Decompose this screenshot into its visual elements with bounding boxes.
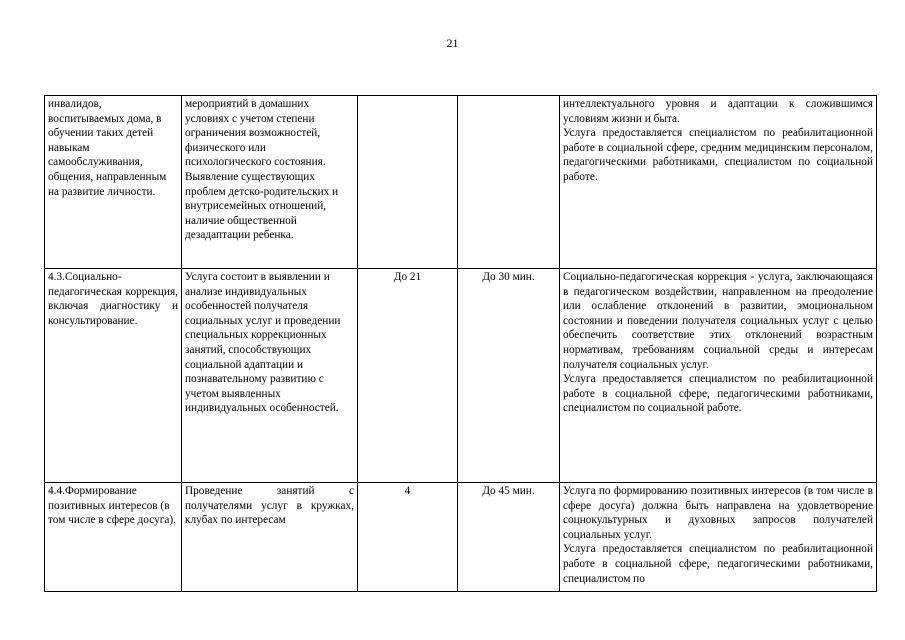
conditions-paragraph: Услуга по формированию позитивных интересов (в том числе в сфере досуга) должна быть направлена на удовлетворение соцнокультурных и духовных запросов получателей социальных услуг. — [563, 485, 873, 541]
service-duration-cell: До 45 мин. — [458, 483, 560, 592]
conditions-paragraph: Услуга предоставляется специалистом по реабилитационной работе в социальной сфере, педагогическими работниками, специалистом по — [563, 543, 873, 585]
service-duration-cell: До 30 мин. — [458, 269, 560, 483]
table-row — [45, 269, 877, 483]
service-volume-cell: 4 — [358, 483, 458, 592]
page-number: 21 — [446, 36, 459, 50]
conditions-paragraph: Услуга предоставляется специалистом по реабилитационной работе в социальной сфере, педагогическими работниками, специалистом по социальной работе. — [563, 373, 873, 415]
conditions-paragraph: Социально-педагогическая коррекция - услуга, заключающаяся в педагогическом воздействии, направленном на преодоление или ослабление отклонений в развитии, эмоциональном состоянии и поведении получателя социальных услуг с целью обеспечить соответствие этих отклонений возрастным нормативам, требованиям социальной среды и интересам получателя социальных услуг. — [563, 271, 873, 371]
conditions-paragraph: Услуга предоставляется специалистом по реабилитационной работе в социальной сфере, средним медицинским персоналом, педагогическими работниками, специалистом по социальной работе. — [563, 127, 873, 183]
table-row — [45, 483, 877, 592]
table-row — [45, 96, 877, 269]
service-volume-cell: До 21 — [358, 269, 458, 483]
service-name-cell: инвалидов, воспитываемых дома, в обучении таких детей навыкам самообслуживания, общения, направленным на развитие личности. — [45, 96, 182, 269]
service-volume-cell — [358, 96, 458, 269]
conditions-paragraph: интеллектуального уровня и адаптации к сложившимся условиям жизни и быта. — [563, 98, 873, 125]
service-conditions-cell — [560, 269, 877, 483]
service-content-cell: Проведение занятий с получателями услуг в кружках, клубах по интересам — [182, 483, 358, 592]
services-table — [44, 95, 877, 592]
service-duration-cell — [458, 96, 560, 269]
service-content-cell: мероприятий в домашних условиях с учетом степени ограничения возможностей, физического или психологического состояния. Выявление существующих проблем детско-родительских и внутрисемейных отношений, наличие общественной дезадаптации ребенка. — [182, 96, 358, 269]
service-conditions-cell — [560, 483, 877, 592]
service-content-cell: Услуга состоит в выявлении и анализе индивидуальных особенностей получателя социальных услуг и проведении специальных коррекционных занятий, способствующих социальной адаптации и познавательному развитию с учетом выявленных индивидуальных особенностей. — [182, 269, 358, 483]
service-name-cell: 4.3.Социально-педагогическая коррекция, включая диагностику и консультирование. — [45, 269, 182, 483]
service-conditions-cell — [560, 96, 877, 269]
service-name-cell: 4.4.Формирование позитивных интересов (в том числе в сфере досуга). — [45, 483, 182, 592]
